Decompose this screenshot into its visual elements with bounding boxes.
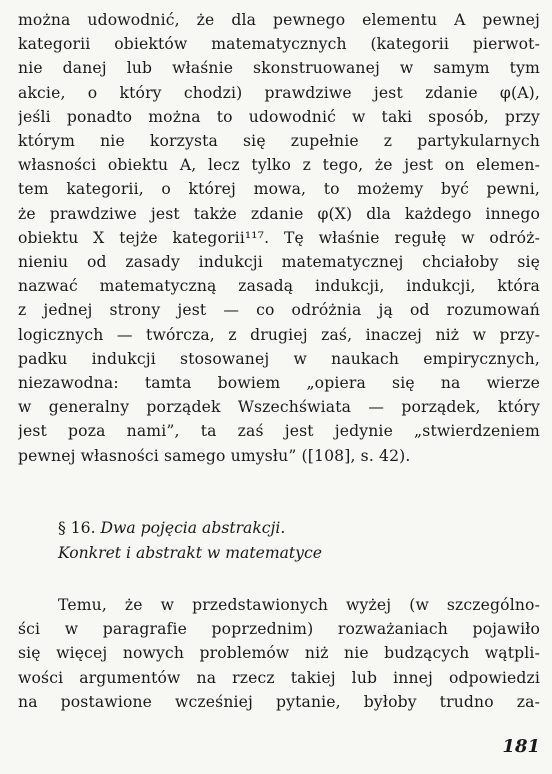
- text-line: własności obiektu A, lecz tylko z tego, że jest on elemen-: [18, 156, 540, 175]
- section-number: § 16.: [58, 519, 96, 537]
- text-line: na postawione wcześniej pytanie, byłoby trudno za-: [18, 692, 540, 711]
- text-line: że prawdziwe jest także zdanie φ(X) dla każdego innego: [18, 204, 540, 223]
- text-line: się więcej nowych problemów niż nie budzących wątpli-: [18, 644, 540, 663]
- section-subtitle: Konkret i abstrakt w matematyce: [58, 543, 322, 562]
- section-title: Dwa pojęcia abstrakcji.: [100, 519, 286, 537]
- text-line: wości argumentów na rzecz takiej lub innej odpowiedzi: [18, 668, 540, 687]
- section-heading-line: [58, 516, 322, 541]
- text-line: jest poza nami”, ta zaś jest jedynie „stwierdzeniem: [18, 422, 540, 441]
- text-line: niezawodna: tamta bowiem „opiera się na wierze: [18, 374, 540, 393]
- text-line: którym nie korzysta się zupełnie z partykularnych: [18, 132, 540, 151]
- text-line: logicznych — twórcza, z drugiej zaś, inaczej niż w przy-: [18, 325, 540, 344]
- paragraph-continuation: [18, 8, 540, 468]
- text-line: kategorii obiektów matematycznych (kategorii pierwot-: [18, 35, 540, 54]
- text-line: w generalny porządek Wszechświata — porządek, który: [18, 398, 540, 417]
- text-line: tem kategorii, o której mowa, to możemy być pewni,: [18, 180, 540, 199]
- text-line: ści w paragrafie poprzednim) rozważaniach pojawiło: [18, 620, 540, 639]
- text-line: nazwać matematyczną zasadą indukcji, indukcji, która: [18, 277, 540, 296]
- text-line: obiektu X tejże kategorii¹¹⁷. Tę właśnie regułę w odróż-: [18, 228, 540, 247]
- text-line: jeśli ponadto można to udowodnić w taki sposób, przy: [18, 107, 540, 126]
- section-heading: [58, 516, 322, 565]
- text-line: nie danej lub właśnie skonstruowanej w samym tym: [18, 59, 540, 78]
- text-line: padku indukcji stosowanej w naukach empirycznych,: [18, 349, 540, 368]
- text-line: Temu, że w przedstawionych wyżej (w szczególno-: [58, 596, 540, 614]
- text-line: akcie, o który chodzi) prawdziwe jest zdanie φ(A),: [18, 83, 540, 102]
- text-line: można udowodnić, że dla pewnego elementu A pewnej: [18, 11, 540, 29]
- page-number: 181: [502, 736, 540, 757]
- paragraph-section-start: [18, 593, 540, 714]
- text-line: nieniu od zasady indukcji matematycznej chciałoby się: [18, 253, 540, 272]
- text-line: pewnej własności samego umysłu” ([108], s. 42).: [18, 446, 411, 465]
- text-line: z jednej strony jest — co odróżnia ją od rozumowań: [18, 301, 540, 320]
